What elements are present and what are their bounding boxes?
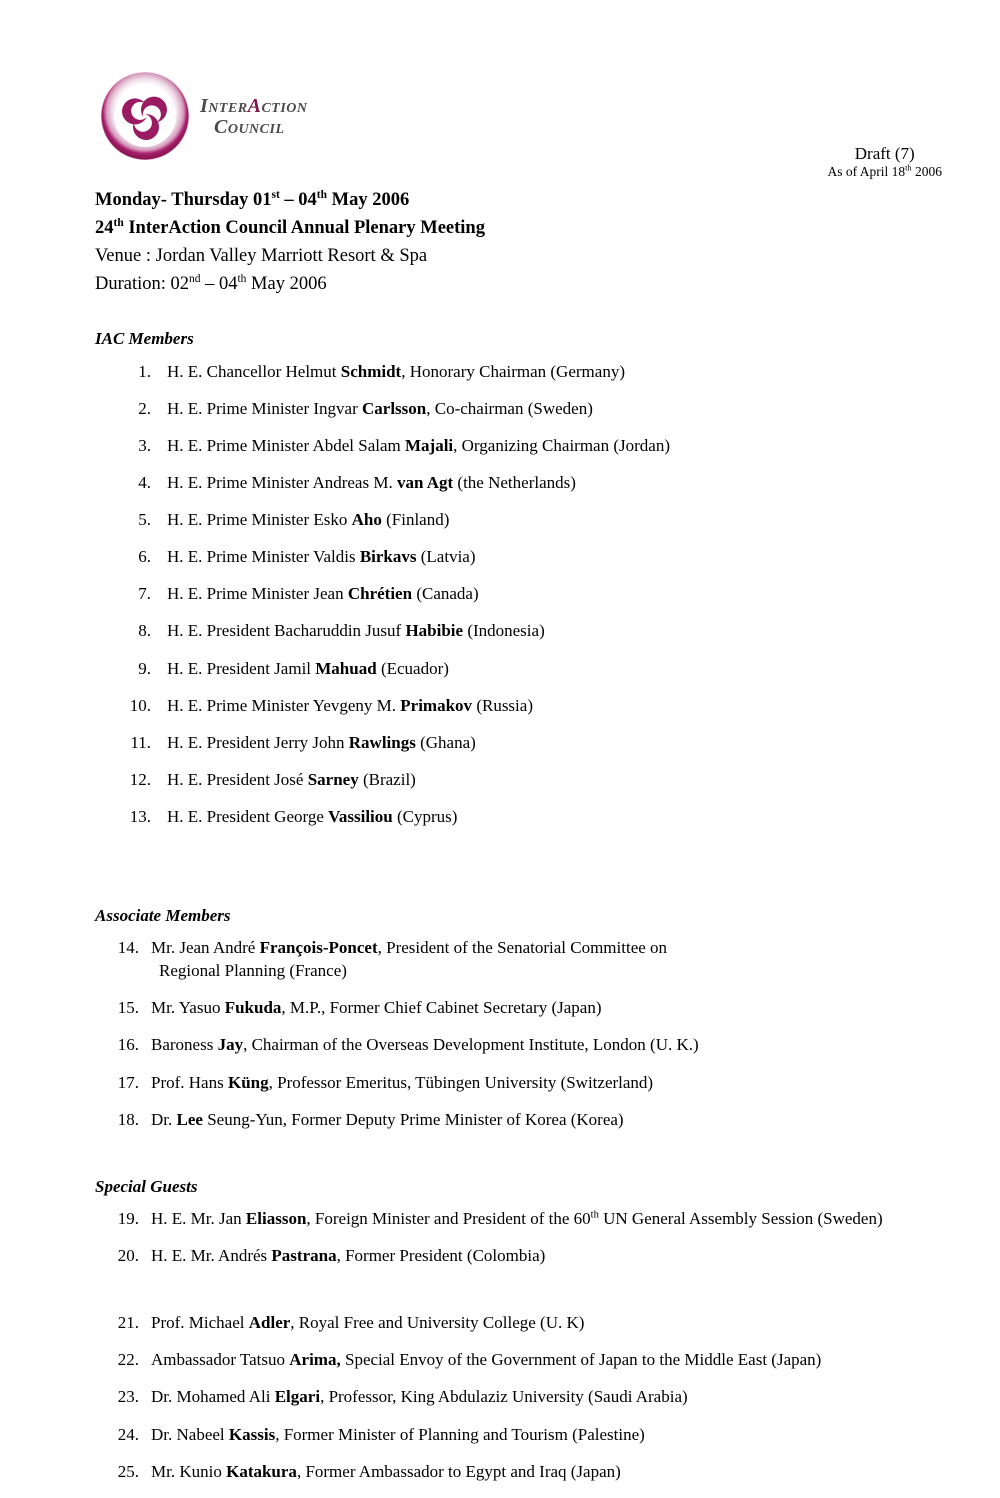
document-body [95,186,965,1498]
list-item-role: (Brazil) [358,769,416,789]
list-item-number: 24. [117,1424,139,1444]
list-item-role: (Indonesia) [463,621,545,641]
list-item-number: 1. [138,361,151,381]
list-item-number: 6. [138,547,151,567]
list-item [95,1349,965,1372]
list-item-number: 4. [138,472,151,492]
list-item-text [167,695,965,718]
section-heading-special-guests: Special Guests [95,1176,198,1196]
list-item-text [151,1461,965,1484]
dates-sup-st: st [271,188,280,201]
list-item-number: 15. [117,998,139,1018]
dates-post: May 2006 [326,190,410,210]
list-item-role-cont: UN General Assembly Session (Sweden) [598,1208,883,1228]
list-item-title: H. E. President José [167,769,308,789]
list-item-text [151,1072,965,1095]
list-item-role: , Former President (Colombia) [336,1246,546,1266]
list-item-title: H. E. Prime Minister Abdel Salam [167,435,405,455]
list-item-role: Special Envoy of the Government of Japan to the Middle East (Japan) [340,1350,822,1370]
list-item-surname: Carlsson [362,398,427,418]
section-heading-associate-members: Associate Members [95,906,231,926]
list-item [95,695,965,718]
duration-sup-nd: nd [189,273,201,286]
list-item-text [151,937,965,960]
list-item-role: , M.P., Former Chief Cabinet Secretary (Japan) [281,998,602,1018]
list-item-title: Prof. Hans [151,1072,228,1092]
list-item-title: H. E. Prime Minister Yevgeny M. [167,695,401,715]
list-item [95,398,965,421]
list-item-text [167,769,965,792]
list-item-role: , Former Ambassador to Egypt and Iraq (Japan) [296,1461,621,1481]
list-item-role: (Canada) [412,584,479,604]
list-item-surname: Fukuda [224,998,282,1018]
list-item-number: 18. [117,1109,139,1129]
meeting-name-line [95,214,965,242]
list-item-title: H. E. President Bacharuddin Jusuf [167,621,406,641]
list-item-role: , Former Minister of Planning and Tourism (Palestine) [275,1424,645,1444]
list-item-title: Mr. Jean André [151,938,260,958]
list-item [95,1034,965,1057]
dates-pre: Monday- Thursday 01 [95,190,272,210]
list-item-role: , President of the Senatorial Committee on [377,938,668,958]
list-item-number: 25. [117,1461,139,1481]
list-item-surname: Primakov [400,695,473,715]
list-item-surname: Sarney [307,769,359,789]
list-item-surname: Habibie [405,621,464,641]
list-item-text [167,509,965,532]
list-item-number: 23. [117,1387,139,1407]
list-item-number: 12. [129,769,151,789]
list-item-role: , Chairman of the Overseas Development Institute, London (U. K.) [243,1035,699,1055]
list-item-text [151,1245,965,1268]
list-item [95,1109,965,1132]
list-item-title: H. E. Prime Minister Jean [167,584,348,604]
list-item-role: (Ghana) [415,732,476,752]
list-item-title: H. E. Prime Minister Esko [167,510,352,530]
list-item [95,1072,965,1095]
list-item-number: 5. [138,510,151,530]
duration-mid: – 04 [200,274,238,295]
list-item-number: 7. [138,584,151,604]
list-item-number: 11. [130,732,151,752]
list-item [95,1424,965,1447]
list-item-text [151,997,965,1020]
list-item-title: H. E. Chancellor Helmut [167,361,341,381]
duration-sup-th: th [237,273,247,286]
list-item-role: , Professor, King Abdulaziz University (Saudi Arabia) [320,1387,688,1407]
list-item-surname: Küng [227,1072,269,1092]
list-item-surname: Adler [248,1313,291,1333]
list-item-surname: Lee [176,1109,203,1129]
list-item-title: Mr. Yasuo [151,998,225,1018]
logo-wordmark [200,96,308,137]
list-item [95,546,965,569]
list-item-surname: Arima, [289,1350,341,1370]
duration-post: May 2006 [246,274,327,295]
list-item [95,806,965,829]
list-item [95,583,965,606]
list-item-title: Ambassador Tatsuo [151,1350,290,1370]
list-item-text [151,1424,965,1447]
list-item-surname: Birkavs [359,547,417,567]
list-item-number: 10. [129,695,151,715]
list-item-text [151,1034,965,1057]
list-item-text [167,546,965,569]
list-item-surname: Kassis [228,1424,276,1444]
venue-line: Venue : Jordan Valley Marriott Resort & Spa [95,246,428,267]
asof-year: 2006 [911,164,942,180]
list-item-surname: Mahuad [315,658,377,678]
list-item-text [167,472,965,495]
list-item-text [151,1109,965,1132]
dates-mid: – 04 [279,190,317,210]
list-item-number: 14. [117,938,139,958]
list-item-title: H. E. Mr. Andrés [151,1246,272,1266]
list-item [95,472,965,495]
list-item-text [167,435,965,458]
list-item [95,769,965,792]
list-item-ordinal-suffix: th [590,1209,599,1221]
list-item-title: H. E. Prime Minister Ingvar [167,398,362,418]
list-item-number: 8. [138,621,151,641]
list-item-number: 22. [117,1350,139,1370]
list-item-surname: Rawlings [348,732,416,752]
list-item-number: 3. [138,435,151,455]
list-item-surname: François-Poncet [259,938,378,958]
list-item-text [167,658,965,681]
list-item-role: (Ecuador) [376,658,449,678]
list-item-role: Seung-Yun, Former Deputy Prime Minister of Korea (Korea) [202,1109,624,1129]
list-item [95,997,965,1020]
list-item-title: H. E. President Jerry John [167,732,349,752]
list-item-text [167,620,965,643]
asof-ordinal-suffix: th [905,163,912,173]
meeting-ordinal-suffix: th [113,216,124,229]
triskelion-logo-icon [100,71,190,161]
list-item-number: 17. [117,1072,139,1092]
list-item-title: H. E. President Jamil [167,658,316,678]
draft-label: Draft (7) [854,144,915,163]
list-item-surname: Chrétien [347,584,413,604]
duration-pre: Duration: 02 [95,274,190,295]
list-item-text [167,806,965,829]
draft-header [827,144,942,180]
list-item [95,937,965,983]
dates-sup-th: th [316,188,327,201]
list-item-role: (Cyprus) [392,807,458,827]
special-guests-list-group-2 [95,1312,965,1483]
special-guests-list-group-1 [95,1208,965,1268]
list-item-role: , Co-chairman (Sweden) [426,398,593,418]
list-item-title: Dr. Mohamed Ali [151,1387,275,1407]
list-item-title: H. E. Prime Minister Valdis [167,547,360,567]
list-item-number: 21. [117,1313,139,1333]
list-item-number: 16. [117,1035,139,1055]
logo-wordmark-line2: Council [214,115,285,138]
list-item-title: H. E. Prime Minister Andreas M. [167,472,397,492]
list-item-surname: Elgari [274,1387,321,1407]
list-item-role: , Royal Free and University College (U. K) [290,1313,585,1333]
list-item-surname: Aho [351,510,382,530]
list-item-role: , Professor Emeritus, Tübingen University (Switzerland) [268,1072,654,1092]
list-item [95,1461,965,1484]
list-item-title: H. E. President George [167,807,329,827]
list-item [95,361,965,384]
meeting-title-block [95,186,965,298]
list-item-text [167,583,965,606]
list-item-number: 2. [138,398,151,418]
list-item [95,1386,965,1409]
list-item [95,1312,965,1335]
list-item [95,509,965,532]
list-item-role: (Latvia) [416,547,476,567]
list-item-text [167,398,965,421]
list-item [95,1245,965,1268]
list-item-surname: Schmidt [340,361,402,381]
draft-asof-date [827,164,942,180]
interaction-council-logo [100,70,308,162]
list-item-role: (Russia) [472,695,533,715]
list-item [95,732,965,755]
list-item-title: Dr. [151,1109,177,1129]
duration-line [95,270,965,298]
list-item-surname: Jay [217,1035,244,1055]
list-item-title: H. E. Mr. Jan [151,1208,246,1228]
list-item-surname: Majali [404,435,454,455]
list-item [95,1208,965,1231]
associate-members-list [95,937,965,1131]
iac-members-list [95,361,965,829]
list-item-surname: Pastrana [271,1246,337,1266]
list-item-number: 13. [129,807,151,827]
list-item-surname: Katakura [226,1461,297,1481]
section-heading-iac-members: IAC Members [95,329,194,349]
list-item-surname: van Agt [396,472,454,492]
list-item-continuation: Regional Planning (France) [159,961,347,981]
list-item-surname: Vassiliou [328,807,393,827]
list-item-title: Dr. Nabeel [151,1424,229,1444]
list-item-number: 20. [117,1246,139,1266]
list-item-surname: Eliasson [245,1208,307,1228]
list-item-role: (Finland) [381,510,450,530]
list-item-text [151,1208,965,1231]
list-item-text [167,361,965,384]
meeting-dates-line [95,186,965,214]
list-item-number: 9. [138,658,151,678]
list-item-title: Mr. Kunio [151,1461,227,1481]
list-item-role: , Honorary Chairman (Germany) [401,361,625,381]
list-item-role: (the Netherlands) [453,472,576,492]
list-item [95,435,965,458]
list-item-role: , Organizing Chairman (Jordan) [453,435,670,455]
list-item-role: , Foreign Minister and President of the 60 [306,1208,591,1228]
meeting-name: InterAction Council Annual Plenary Meeting [123,218,485,239]
list-item [95,620,965,643]
list-item-title: Prof. Michael [151,1313,249,1333]
logo-wordmark-line1: InterAction [200,94,308,117]
list-item [95,658,965,681]
list-item-text [151,1349,965,1372]
list-item-text [151,1312,965,1335]
list-item-number: 19. [117,1208,139,1228]
asof-prefix: As of April 18 [827,164,906,180]
meeting-ordinal: 24 [95,218,114,239]
list-item-title: Baroness [151,1035,218,1055]
list-item-text [151,1386,965,1409]
list-item-text [167,732,965,755]
